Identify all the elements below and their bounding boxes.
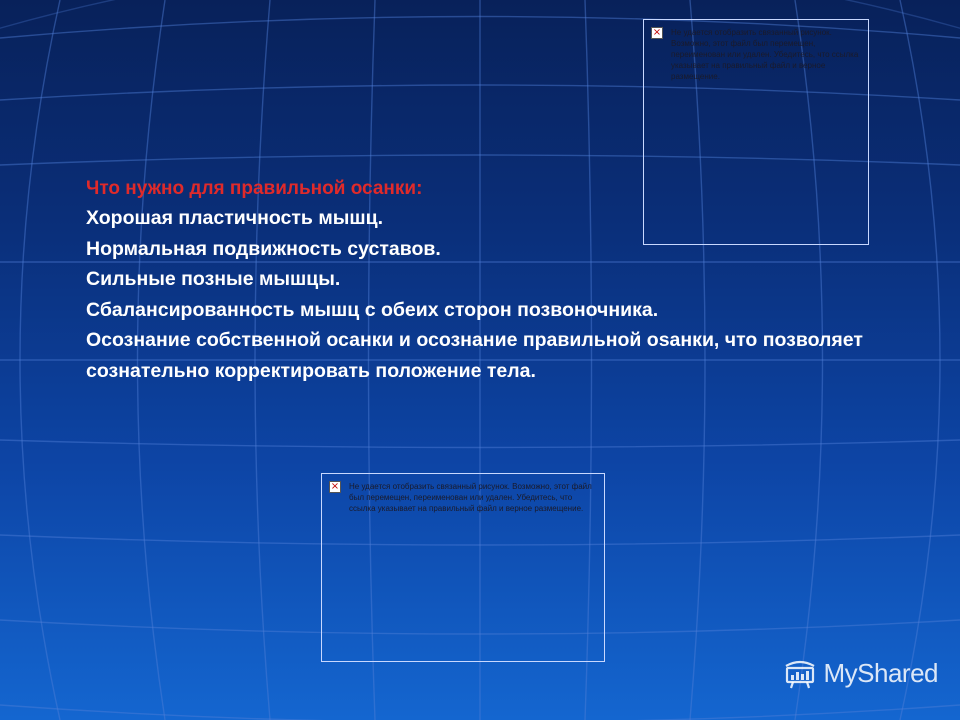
list-item: Хорошая пластичность мышц. [86,207,384,229]
broken-image-icon: × [330,481,340,492]
broken-image-message: Не удается отобразить связанный рисунок. Возможно, этот файл был перемещен, переименован или удален. Убедитесь, что ссылка указывает на правильный файл и верное размещение. [349,482,592,513]
myshared-watermark [782,656,939,690]
broken-image-top [643,19,869,245]
list-item: Сбалансированность мышц с обеих сторон позвоночника. [86,298,659,321]
broken-image-icon: × [652,27,662,38]
slide-heading: Что нужно для правильной осанки: [86,178,423,199]
list-item: Нормальная подвижность суставов. [86,237,441,260]
watermark-text: MyShared [823,657,938,688]
list-item: Сильные позные мышцы. [86,268,341,290]
broken-image-message: Не удается отобразить связанный рисунок. Возможно, этот файл был перемещен, переименован или удален. Убедитесь, что ссылка указывает на правильный файл и верное размещение. [671,28,859,81]
broken-image-bottom [321,473,605,662]
myshared-logo-icon [782,656,818,690]
list-item: Осознание собственной осанки и осознание правильной оsанки, что позволяет сознательно корректировать положение тела. [86,329,863,382]
